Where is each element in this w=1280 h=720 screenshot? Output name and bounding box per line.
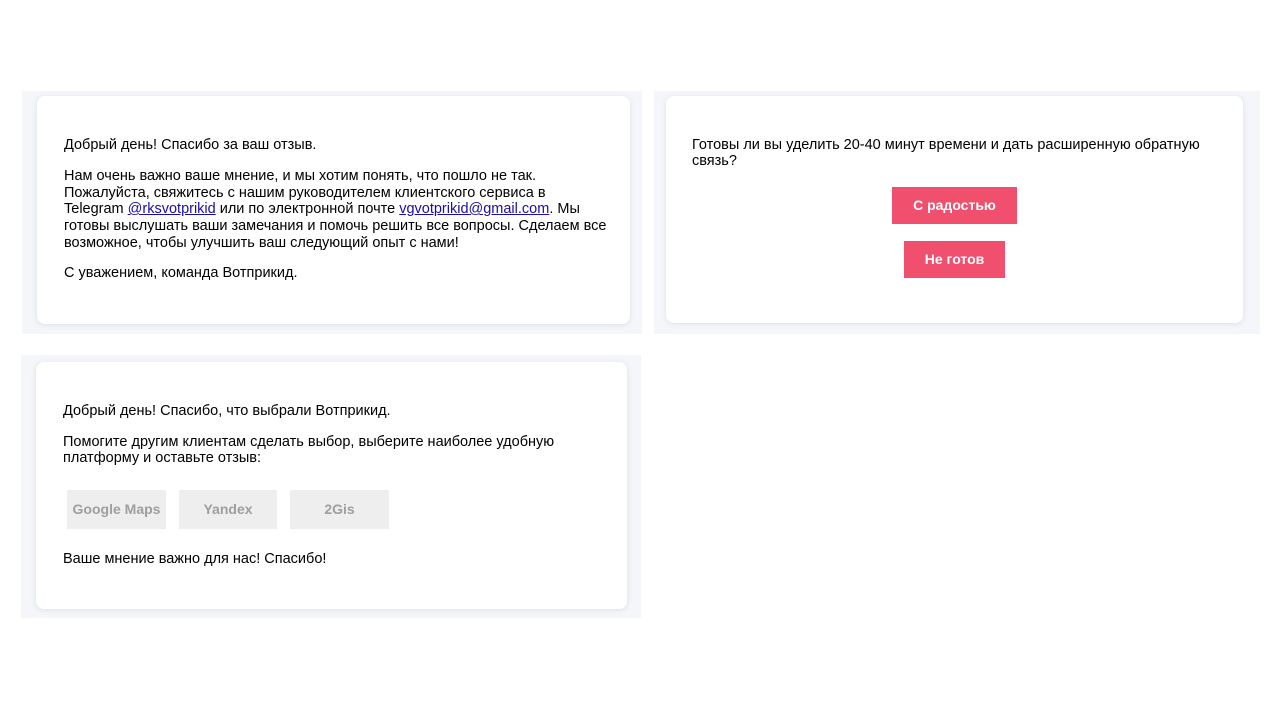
yandex-button[interactable]: Yandex (179, 490, 277, 529)
card3-closing: Ваше мнение важно для нас! Спасибо! (63, 551, 327, 567)
card1-body-line4: готовы выслушать ваши замечания и помочь решить все вопросы. Сделаем все (64, 218, 607, 234)
card3-prompt-line2: платформу и оставьте отзыв: (63, 450, 262, 466)
card2-question-line2: связь? (692, 153, 737, 169)
no-button[interactable]: Не готов (904, 241, 1005, 278)
telegram-link[interactable]: @rksvotprikid (127, 201, 216, 217)
card1-body-line2: Пожалуйста, свяжитесь с нашим руководителем клиентского сервиса в (64, 185, 546, 201)
card1-signature: С уважением, команда Вотприкид. (64, 265, 298, 281)
yes-button[interactable]: С радостью (892, 187, 1017, 224)
card1-body-line3-middle: или по электронной почте (215, 201, 400, 217)
card3-greeting: Добрый день! Спасибо, что выбрали Вотприкид. (63, 403, 391, 419)
email-link[interactable]: vgvotprikid@gmail.com (399, 201, 550, 217)
card2-question-line1: Готовы ли вы уделить 20-40 минут времени и дать расширенную обратную (692, 137, 1200, 153)
card-review-request (36, 362, 627, 609)
card1-body-line1: Нам очень важно ваше мнение, и мы хотим понять, что пошло не так. (64, 168, 537, 184)
card1-body-line3-prefix: Telegram (64, 201, 128, 217)
google-maps-button[interactable]: Google Maps (67, 490, 166, 529)
card1-body-line5: возможное, чтобы улучшить ваш следующий опыт с нами! (64, 235, 459, 251)
2gis-button[interactable]: 2Gis (290, 490, 389, 529)
card3-prompt-line1: Помогите другим клиентам сделать выбор, выберите наиболее удобную (63, 434, 555, 450)
card1-body-line3-suffix: . Мы (549, 201, 580, 217)
card1-greeting: Добрый день! Спасибо за ваш отзыв. (64, 137, 317, 153)
card1-body-line3 (64, 201, 580, 218)
